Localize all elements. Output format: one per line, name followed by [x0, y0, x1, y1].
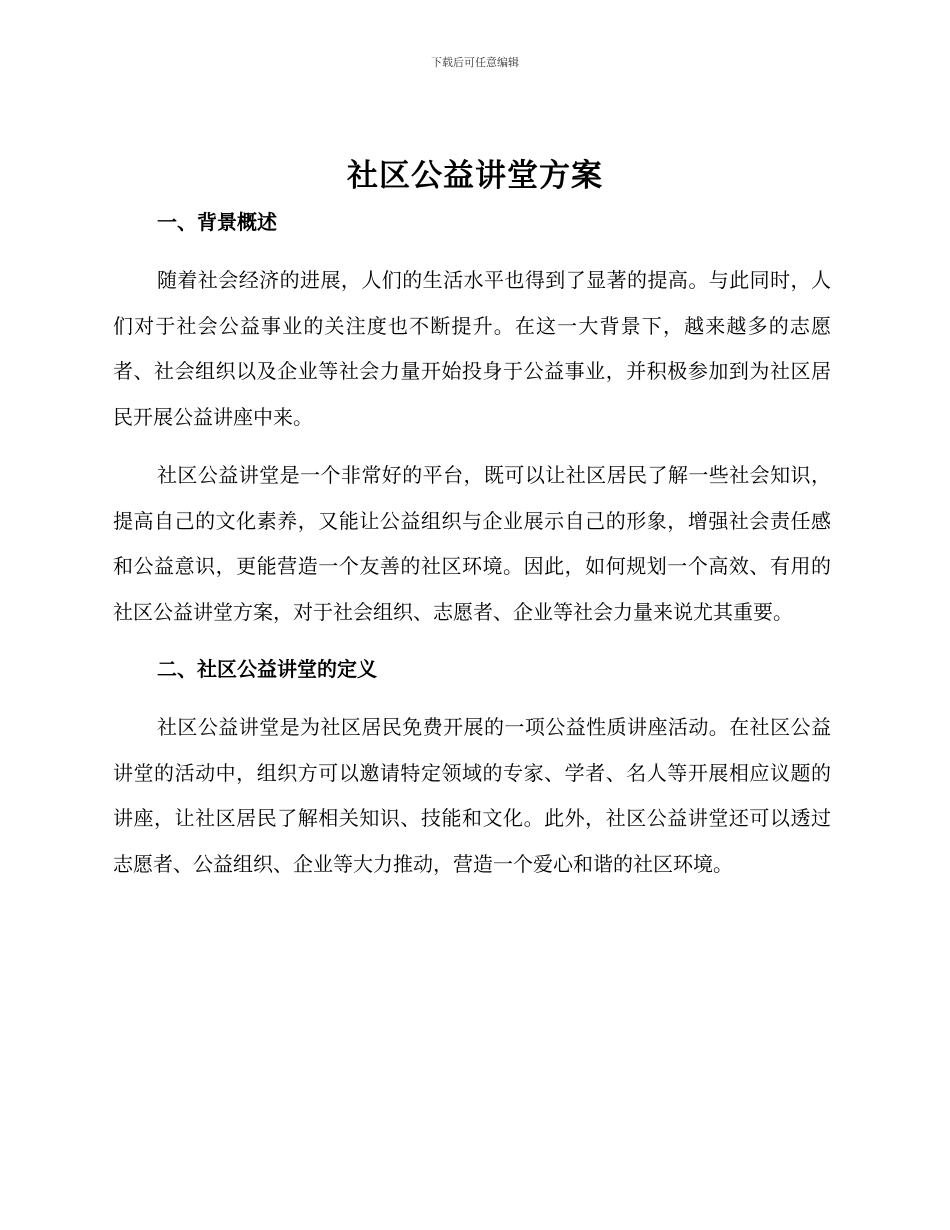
paragraph-background-1: 随着社会经济的进展，人们的生活水平也得到了显著的提高。与此同时，人们对于社会公益事业的关注度也不断提升。在这一大背景下，越来越多的志愿者、社会组织以及企业等社会力量开始投身于公益事业，并积极参加到为社区居民开展公益讲座中来。 — [113, 268, 831, 429]
paragraph-definition-1: 社区公益讲堂是为社区居民免费开展的一项公益性质讲座活动。在社区公益讲堂的活动中，组织方可以邀请特定领域的专家、学者、名人等开展相应议题的讲座，让社区居民了解相关知识、技能和文化。此外，社区公益讲堂还可以透过志愿者、公益组织、企业等大力推动，营造一个爱心和谐的社区环境。 — [113, 715, 831, 876]
section-heading-definition: 二、社区公益讲堂的定义 — [157, 657, 377, 681]
document-body — [113, 206, 831, 900]
section-heading-background: 一、背景概述 — [157, 210, 277, 234]
header-note: 下载后可任意编辑 — [431, 56, 519, 69]
paragraph-background-2: 社区公益讲堂是一个非常好的平台，既可以让社区居民了解一些社会知识，提高自己的文化素养，又能让公益组织与企业展示自己的形象，增强社会责任感和公益意识，更能营造一个友善的社区环境。因此，如何规划一个高效、有用的社区公益讲堂方案，对于社会组织、志愿者、企业等社会力量来说尤其重要。 — [113, 463, 831, 624]
document-title: 社区公益讲堂方案 — [347, 158, 603, 194]
